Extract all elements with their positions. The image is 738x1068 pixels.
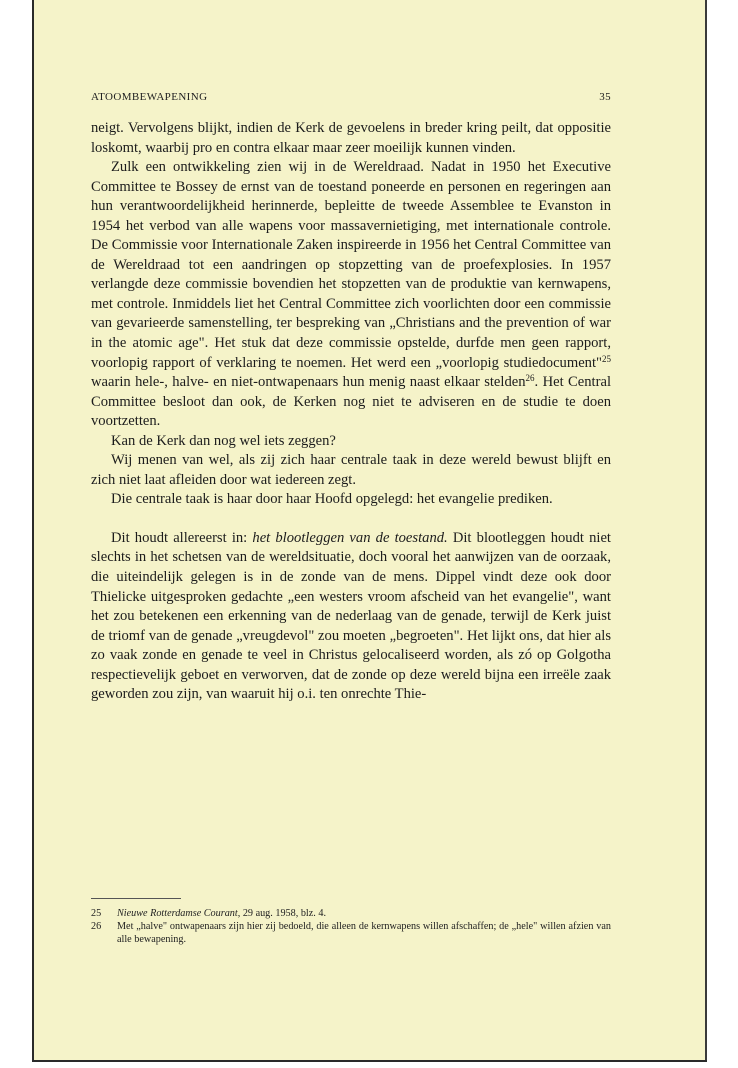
footnotes (91, 907, 611, 946)
paragraph-6-part-b: Dit blootleggen houdt niet slechts in het schetsen van de wereldsituatie, doch vooral het aanwijzen van de oorzaak, die uiteindelijk gelegen is in de zonde van de mens. Dippel vindt deze ook door Thielicke uitgesproken gedachte „een westers vroom afscheid van het evangelie", want het zou betekenen een erkenning van de nederlaag van de genade, terwijl de Kerk juist de triomf van de genade „vreugdevol" zou moeten „begroeten". Het lijkt ons, dat hier als zo vaak zonde en genade te veel in Christus gelocaliseerd worden, als zó op Golgotha respectievelijk geboet en verworven, dat de zonde op deze wereld bijna een irreële zaak geworden zou zijn, van waaruit hij o.i. ten onrechte Thie- (91, 529, 611, 703)
footnote-text: Met „halve" ontwapenaars zijn hier zij bedoeld, die alleen de kernwapens willen afschaffen; de „hele" willen afzien van alle bewapening. (117, 921, 611, 945)
running-header (91, 91, 611, 103)
paragraph-6-emphasis: het blootleggen van de toestand. (252, 529, 448, 546)
footnote-26 (91, 920, 611, 946)
paragraph-2 (91, 158, 611, 432)
paragraph-6-part-a: Dit houdt allereerst in: (111, 529, 253, 546)
paragraph-2-part-c: . Het Central Committee besloot dan ook, de Kerken nog niet te adviseren en de studie te doen voortzetten. (91, 374, 611, 430)
footnote-ref-25: 25 (602, 353, 611, 364)
paragraph-3: Kan de Kerk dan nog wel iets zeggen? (111, 432, 336, 449)
footnote-number: 26 (91, 921, 102, 932)
paragraph-2-part-b: waarin hele-, halve- en niet-ontwapenaars hun menig naast elkaar stelden (91, 374, 526, 391)
footnote-text (117, 907, 611, 920)
scan-border-bottom (34, 1060, 707, 1062)
footnote-rule (91, 898, 181, 899)
scan-border-right (705, 0, 707, 1062)
footnote-detail: , 29 aug. 1958, blz. 4. (237, 908, 327, 919)
footnote-ref-26: 26 (525, 373, 535, 384)
paragraph-1: neigt. Vervolgens blijkt, indien de Kerk de gevoelens in breder kring peilt, dat oppositie loskomt, waarbij pro en contra elkaar maar zeer moeilijk kunnen vinden. (91, 120, 611, 156)
footnote-number: 25 (91, 908, 102, 919)
paragraph-5: Die centrale taak is haar door haar Hoofd opgelegd: het evangelie prediken. (111, 491, 553, 508)
paragraph-6 (91, 529, 611, 705)
footnote-25 (91, 907, 611, 920)
paragraph-4: Wij menen van wel, als zij zich haar centrale taak in deze wereld bewust blijft en zich niet laat afleiden door wat iedereen zegt. (91, 452, 611, 488)
page-number: 35 (599, 91, 611, 103)
paragraph-2-part-a: Zulk een ontwikkeling zien wij in de Wereldraad. Nadat in 1950 het Executive Committee te Bossey de ernst van de toestand poneerde en personen en regeringen aan hun verantwoordelijkheid herinnerde, bepleitte de tweede Assemblee te Evanston in 1954 het verbod van alle wapens voor massavernietiging, met internationale controle. De Commissie voor Internationale Zaken inspireerde in 1956 het Central Committee van de Wereldraad tot een aandringen op stopzetting van de proefexplosies. In 1957 verlangde deze commissie bovendien het stopzetten van de produktie van kernwapens, met controle. Inmiddels liet het Central Committee zich voorlichten door een commissie van gevarieerde samenstelling, ter bespreking van „Christians and the prevention of war in the atomic age". Het stuk dat deze commissie opstelde, durfde men geen rapport, voorlopig rapport of verklaring te noemen. Het werd een „voorlopig studiedocument" (91, 159, 611, 371)
body-text (91, 119, 611, 705)
running-title: ATOOMBEWAPENING (91, 91, 208, 103)
footnote-source: Nieuwe Rotterdamse Courant (117, 908, 238, 919)
